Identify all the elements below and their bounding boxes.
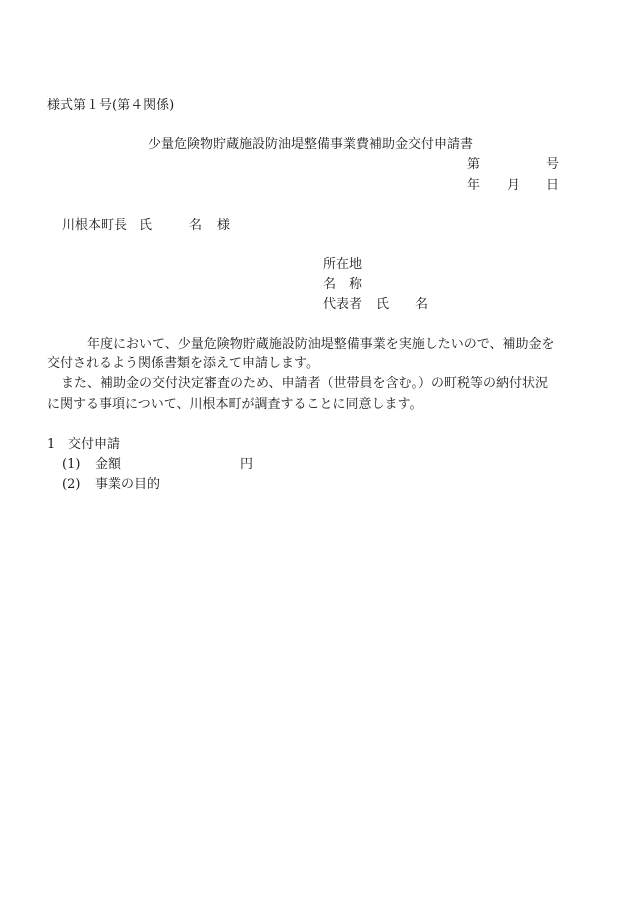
body-line-4: に関する事項について、川根本町が調査することに同意します。 bbox=[47, 397, 423, 412]
item-1-label: 金額 bbox=[95, 457, 122, 472]
item-1-unit: 円 bbox=[240, 457, 254, 472]
item-1-number: (1) bbox=[62, 457, 81, 472]
body-line-2: 交付されるよう関係書類を添えて申請します。 bbox=[47, 356, 319, 371]
body-line-3: また、補助金の交付決定審査のため、申請者（世帯員を含む。）の町税等の納付状況 bbox=[61, 376, 548, 391]
applicant-rep-shi: 氏 bbox=[376, 297, 390, 312]
doc-number-prefix: 第 bbox=[467, 157, 481, 172]
applicant-rep-label: 代表者 bbox=[323, 297, 363, 312]
addressee-title: 川根本町長 bbox=[62, 218, 128, 233]
doc-number-suffix: 号 bbox=[546, 157, 560, 172]
addressee-shi: 氏 bbox=[139, 218, 153, 233]
addressee-mei: 名 bbox=[189, 218, 203, 233]
date-year: 年 bbox=[467, 178, 481, 193]
addressee-sama: 様 bbox=[217, 218, 231, 233]
date-month: 月 bbox=[507, 178, 521, 193]
applicant-rep-mei: 名 bbox=[415, 297, 429, 312]
applicant-address-label: 所在地 bbox=[323, 257, 363, 272]
applicant-name-label-a: 名 bbox=[323, 277, 337, 292]
body-line-1: 年度において、少量危険物貯蔵施設防油堤整備事業を実施したいので、補助金を bbox=[87, 337, 555, 352]
item-2-number: (2) bbox=[62, 477, 81, 492]
date-day: 日 bbox=[546, 178, 560, 193]
applicant-name-label-b: 称 bbox=[349, 277, 363, 292]
item-2-label: 事業の目的 bbox=[95, 477, 161, 492]
section-1-number: 1 bbox=[47, 437, 56, 452]
form-number: 様式第１号(第４関係) bbox=[47, 98, 175, 113]
document-title: 少量危険物貯蔵施設防油堤整備事業費補助金交付申請書 bbox=[148, 137, 474, 152]
section-1-heading: 交付申請 bbox=[68, 437, 121, 452]
